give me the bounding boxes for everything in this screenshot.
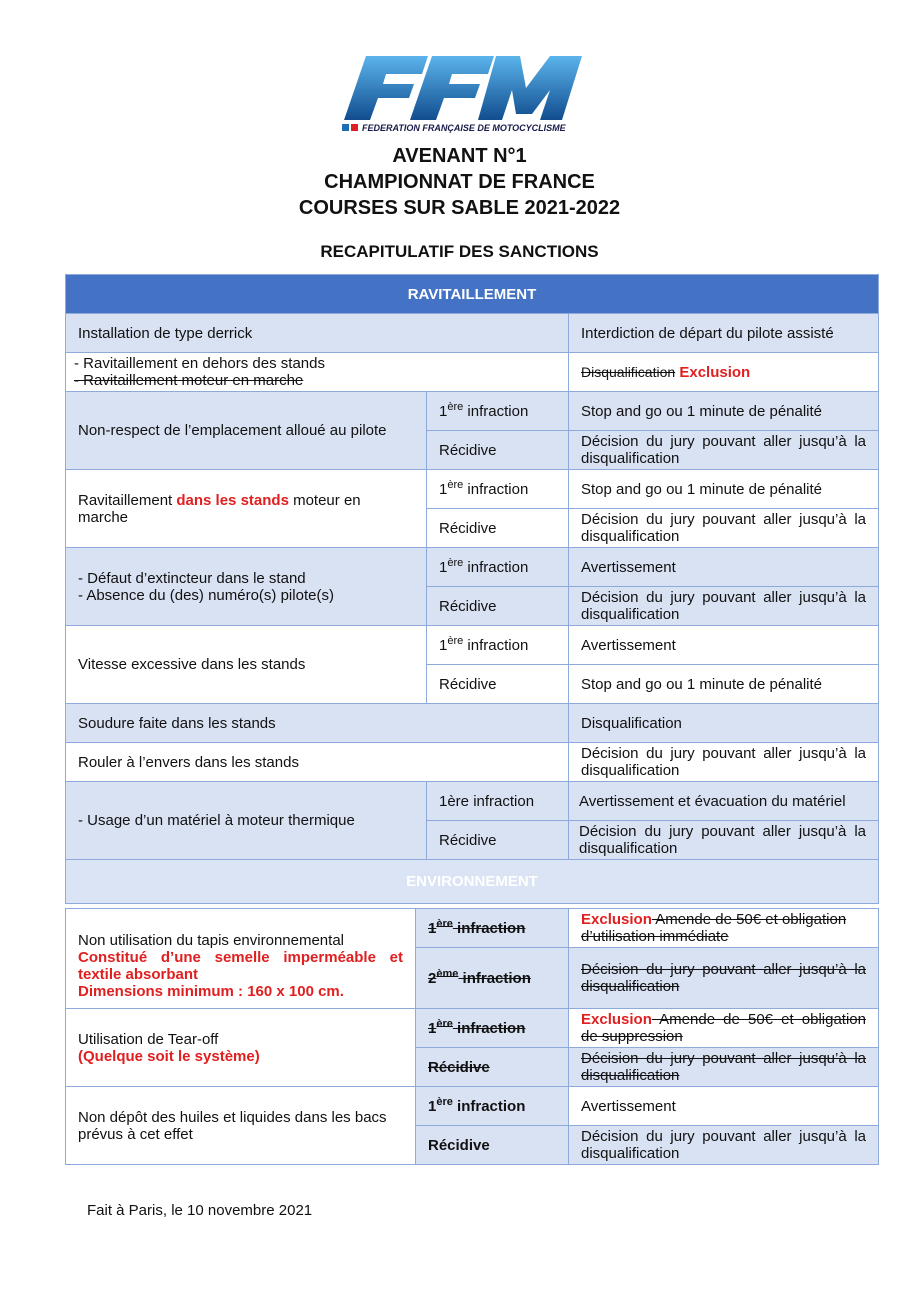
sanction-cell: Interdiction de départ du pilote assisté xyxy=(569,314,879,353)
sanction-cell: Exclusion Amende de 50€ et obligation de suppression xyxy=(569,1009,879,1048)
sanction-cell: Décision du jury pouvant aller jusqu’à la disqualification xyxy=(569,1126,879,1165)
offense-cell: Utilisation de Tear-off (Quelque soit le système) xyxy=(66,1009,416,1087)
logo-subtitle: FEDERATION FRANÇAISE DE MOTOCYCLISME xyxy=(362,123,566,133)
table-row xyxy=(66,1087,879,1126)
table-row xyxy=(66,1009,879,1048)
table-header-row xyxy=(66,860,879,904)
table-row xyxy=(66,743,879,782)
offense-cell: - Défaut d’extincteur dans le stand - Absence du (des) numéro(s) pilote(s) xyxy=(66,548,427,626)
sanction-cell: Stop and go ou 1 minute de pénalité xyxy=(569,470,879,509)
sanction-cell: Exclusion Amende de 50€ et obligation d’utilisation immédiate xyxy=(569,909,879,948)
sanction-cell: Avertissement xyxy=(569,548,879,587)
sanction-cell: Décision du jury pouvant aller jusqu’à la disqualification xyxy=(569,509,879,548)
ffm-logo xyxy=(336,54,584,138)
infraction-cell: Récidive xyxy=(427,587,569,626)
environnement-table xyxy=(65,908,879,1165)
environnement-header: ENVIRONNEMENT xyxy=(66,860,879,904)
infraction-cell: 1ère infraction xyxy=(416,1087,569,1126)
sanction-cell: Stop and go ou 1 minute de pénalité xyxy=(569,665,879,704)
offense-cell: Ravitaillement dans les stands moteur en marche xyxy=(66,470,427,548)
title-line-1: AVENANT N°1 xyxy=(392,145,527,167)
offense-cell: Soudure faite dans les stands xyxy=(66,704,569,743)
sanction-cell: Décision du jury pouvant aller jusqu’à la disqualification xyxy=(569,743,879,782)
new-sanction: Exclusion xyxy=(679,363,751,381)
infraction-cell: Récidive xyxy=(416,1048,569,1087)
table-row xyxy=(66,548,879,587)
sanction-cell: Décision du jury pouvant aller jusqu’à la disqualification xyxy=(569,1048,879,1087)
infraction-cell: 1ère infraction xyxy=(427,626,569,665)
ravitaillement-header: RAVITAILLEMENT xyxy=(66,275,879,314)
sanction-cell: Décision du jury pouvant aller jusqu’à la disqualification xyxy=(569,431,879,470)
sanction-cell xyxy=(569,353,879,392)
sanction-cell: Décision du jury pouvant aller jusqu’à la disqualification xyxy=(569,821,879,860)
sanction-cell: Avertissement et évacuation du matériel xyxy=(569,782,879,821)
table-row xyxy=(66,314,879,353)
infraction-cell: 1ère infraction xyxy=(427,548,569,587)
table-row xyxy=(66,704,879,743)
struck-sanction: Disqualification xyxy=(581,363,676,380)
offense-cell: Non-respect de l’emplacement alloué au pilote xyxy=(66,392,427,470)
sanction-cell: Décision du jury pouvant aller jusqu’à la disqualification xyxy=(569,948,879,1009)
footer-signature-line: Fait à Paris, le 10 novembre 2021 xyxy=(87,1202,313,1219)
infraction-cell: 1ère infraction xyxy=(427,392,569,431)
offense-cell: Rouler à l’envers dans les stands xyxy=(66,743,569,782)
infraction-cell: Récidive xyxy=(427,665,569,704)
offense-cell: - Usage d’un matériel à moteur thermique xyxy=(66,782,427,860)
offense-cell: Non dépôt des huiles et liquides dans les bacs prévus à cet effet xyxy=(66,1087,416,1165)
title-line-2: CHAMPIONNAT DE FRANCE xyxy=(324,171,595,193)
table-row xyxy=(66,782,879,821)
title-line-3: COURSES SUR SABLE 2021-2022 xyxy=(298,197,621,219)
offense-cell: Non utilisation du tapis environnemental Constitué d’une semelle imperméable et textile absorbant Dimensions minimum : 160 x 100 cm. xyxy=(66,909,416,1009)
document-title xyxy=(0,143,919,221)
sanction-cell: Avertissement xyxy=(569,626,879,665)
table-header-row xyxy=(66,275,879,314)
infraction-cell: 1ère infraction xyxy=(427,782,569,821)
infraction-cell: 2ème infraction xyxy=(416,948,569,1009)
infraction-cell: Récidive xyxy=(427,509,569,548)
sanction-cell: Stop and go ou 1 minute de pénalité xyxy=(569,392,879,431)
table-row xyxy=(66,353,879,392)
offense-line-struck: - Ravitaillement moteur en marche xyxy=(74,372,304,389)
sanction-cell: Avertissement xyxy=(569,1087,879,1126)
infraction-cell: Récidive xyxy=(427,431,569,470)
ravitaillement-table xyxy=(65,274,879,904)
infraction-cell: 1ère infraction xyxy=(416,1009,569,1048)
sanction-cell: Décision du jury pouvant aller jusqu’à la disqualification xyxy=(569,587,879,626)
infraction-cell: Récidive xyxy=(427,821,569,860)
offense-cell: Installation de type derrick xyxy=(66,314,569,353)
table-row xyxy=(66,909,879,948)
table-row xyxy=(66,626,879,665)
infraction-cell: Récidive xyxy=(416,1126,569,1165)
table-row xyxy=(66,392,879,431)
table-row xyxy=(66,470,879,509)
sanction-cell: Disqualification xyxy=(569,704,879,743)
infraction-cell: 1ère infraction xyxy=(427,470,569,509)
offense-cell: Vitesse excessive dans les stands xyxy=(66,626,427,704)
offense-line: - Ravitaillement en dehors des stands xyxy=(74,355,325,372)
section-subtitle: RECAPITULATIF DES SANCTIONS xyxy=(320,242,599,261)
offense-cell xyxy=(66,353,569,392)
infraction-cell: 1ère infraction xyxy=(416,909,569,948)
